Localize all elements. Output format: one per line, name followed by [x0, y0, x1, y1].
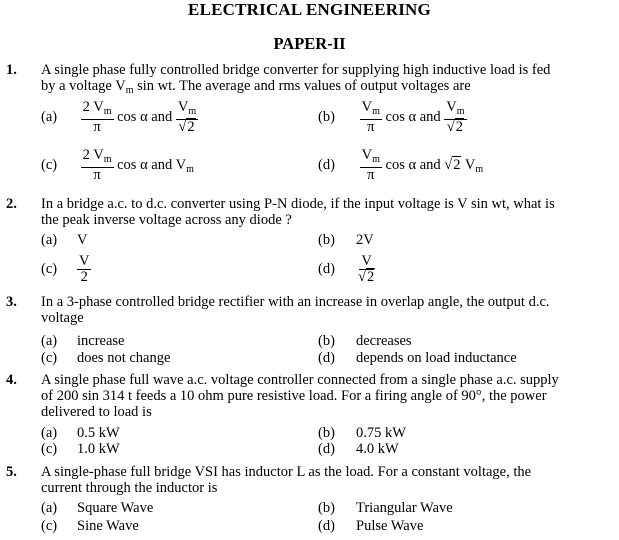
fraction: [77, 254, 91, 285]
option-text: Triangular Wave: [356, 500, 453, 516]
sqrt-sign: √: [358, 269, 366, 285]
fraction: [360, 100, 382, 135]
option-c[interactable]: [41, 518, 139, 535]
option-text: 4.0 kW: [356, 441, 399, 457]
option-label: (b): [318, 500, 335, 516]
subscript: m: [456, 106, 465, 117]
option-label: (b): [318, 425, 335, 441]
question-line: In a 3-phase controlled bridge rectifier with an increase in overlap angle, the output d.c.: [41, 294, 550, 310]
question-number: 4.: [6, 372, 17, 388]
option-label: (d): [318, 156, 335, 173]
option-text: Sine Wave: [77, 518, 139, 534]
option-label: (a): [41, 425, 58, 441]
radicand: 2: [455, 119, 463, 135]
question-number: 3.: [6, 294, 17, 310]
question-line: of 200 sin 314 t feeds a 10 ohm pure resistive load. For a firing angle of 90°, the power: [41, 388, 547, 404]
fraction-num: V: [177, 99, 189, 115]
fraction-num: V: [361, 253, 372, 269]
question-line: [41, 78, 613, 99]
fraction-num: 2 V: [82, 147, 104, 163]
option-text: V: [77, 232, 88, 248]
text-run: by a voltage V: [41, 78, 126, 94]
option-a[interactable]: [41, 232, 87, 249]
fraction-num: V: [79, 253, 90, 269]
fraction-den: π: [93, 119, 101, 135]
option-label: (d): [318, 518, 335, 534]
subscript: m: [125, 85, 134, 96]
option-d[interactable]: [318, 254, 377, 285]
option-a[interactable]: [41, 500, 153, 517]
option-text: increase: [77, 333, 125, 349]
option-d[interactable]: [318, 441, 399, 458]
question-number: 5.: [6, 464, 17, 480]
question-text: [41, 62, 613, 99]
question-line: In a bridge a.c. to d.c. converter using P-N diode, if the input voltage is V sin wt, what is: [41, 196, 555, 212]
option-label: (a): [41, 333, 58, 349]
question-line: voltage: [41, 310, 84, 326]
fraction-num: 2 V: [82, 99, 104, 115]
option-text: cos α and: [113, 108, 176, 125]
subscript: m: [186, 163, 194, 175]
option-label: (c): [41, 260, 58, 277]
fraction: [81, 148, 114, 183]
option-text: 1.0 kW: [77, 441, 120, 457]
option-label: (d): [318, 350, 335, 366]
option-text: Square Wave: [77, 500, 154, 516]
option-label: (b): [318, 108, 335, 125]
question-number: 1.: [6, 62, 17, 78]
option-b[interactable]: [318, 100, 467, 135]
radicand: 2: [366, 269, 375, 285]
option-label: (c): [41, 441, 58, 457]
question-text: [41, 294, 613, 326]
option-c[interactable]: [41, 254, 91, 285]
question-number: 2.: [6, 196, 17, 212]
question-line: A single phase fully controlled bridge converter for supplying high inductive load is fed: [41, 62, 551, 78]
option-label: (c): [41, 350, 58, 366]
option-c[interactable]: [41, 148, 194, 183]
subscript: m: [372, 154, 380, 165]
option-text: cos α and: [381, 156, 445, 173]
option-text: does not change: [77, 350, 171, 366]
option-b[interactable]: [318, 500, 453, 517]
option-c[interactable]: [41, 350, 170, 367]
option-label: (a): [41, 108, 58, 125]
option-text: V: [461, 156, 476, 173]
option-b[interactable]: [318, 425, 406, 442]
question-line: A single phase full wave a.c. voltage controller connected from a single phase a.c. supply: [41, 372, 559, 388]
option-b[interactable]: [318, 333, 412, 350]
option-a[interactable]: [41, 333, 125, 350]
sqrt-sign: √: [446, 119, 455, 135]
option-text: Pulse Wave: [356, 518, 424, 534]
fraction: [360, 148, 382, 183]
fraction-den: 2: [80, 269, 88, 285]
option-d[interactable]: [318, 350, 517, 367]
fraction-num: V: [361, 147, 373, 163]
fraction: [81, 100, 114, 135]
option-label: (c): [41, 518, 58, 534]
option-text: depends on load inductance: [356, 350, 517, 366]
fraction-num: V: [361, 99, 373, 115]
option-label: (b): [318, 232, 335, 248]
sqrt-sign: √: [178, 119, 187, 135]
subscript: m: [372, 106, 380, 117]
fraction-den: π: [367, 167, 375, 183]
subscript: m: [103, 106, 112, 117]
fraction: [444, 100, 466, 135]
option-text: 2V: [356, 232, 374, 248]
fraction: [176, 100, 198, 135]
option-label: (c): [41, 156, 58, 173]
option-text: cos α and V: [113, 156, 187, 173]
radicand: 2: [453, 156, 461, 173]
question-line: the peak inverse voltage across any diode ?: [41, 212, 292, 228]
option-a[interactable]: [41, 425, 120, 442]
subscript: m: [475, 163, 484, 175]
option-text: 0.5 kW: [77, 425, 120, 441]
sqrt-sign: √: [444, 156, 453, 173]
fraction-num: V: [446, 99, 457, 115]
fraction: [356, 254, 377, 285]
paper-title: PAPER-II: [273, 34, 346, 53]
question-line: current through the inductor is: [41, 480, 218, 496]
question-text: [41, 196, 613, 228]
option-label: (a): [41, 232, 58, 248]
option-d[interactable]: [318, 148, 483, 183]
fraction-den: π: [367, 119, 375, 135]
option-label: (d): [318, 441, 335, 457]
option-label: (d): [318, 260, 335, 277]
option-d[interactable]: [318, 518, 423, 535]
question-line: delivered to load is: [41, 404, 152, 420]
option-text: decreases: [356, 333, 412, 349]
option-c[interactable]: [41, 441, 120, 458]
subscript: m: [188, 106, 197, 117]
question-text: [41, 372, 613, 420]
question-text: [41, 464, 613, 496]
fraction-den: π: [93, 167, 101, 183]
option-label: (b): [318, 333, 335, 349]
option-a[interactable]: [41, 100, 198, 135]
option-label: (a): [41, 500, 58, 516]
subject-title: ELECTRICAL ENGINEERING: [188, 0, 431, 19]
option-text: cos α and: [381, 108, 445, 125]
subscript: m: [103, 154, 112, 165]
radicand: 2: [187, 119, 195, 135]
option-text: 0.75 kW: [356, 425, 406, 441]
question-line: A single-phase full bridge VSI has inductor L as the load. For a constant voltage, the: [41, 464, 532, 480]
option-b[interactable]: [318, 232, 374, 249]
text-run: sin wt. The average and rms values of output voltages are: [133, 78, 471, 94]
